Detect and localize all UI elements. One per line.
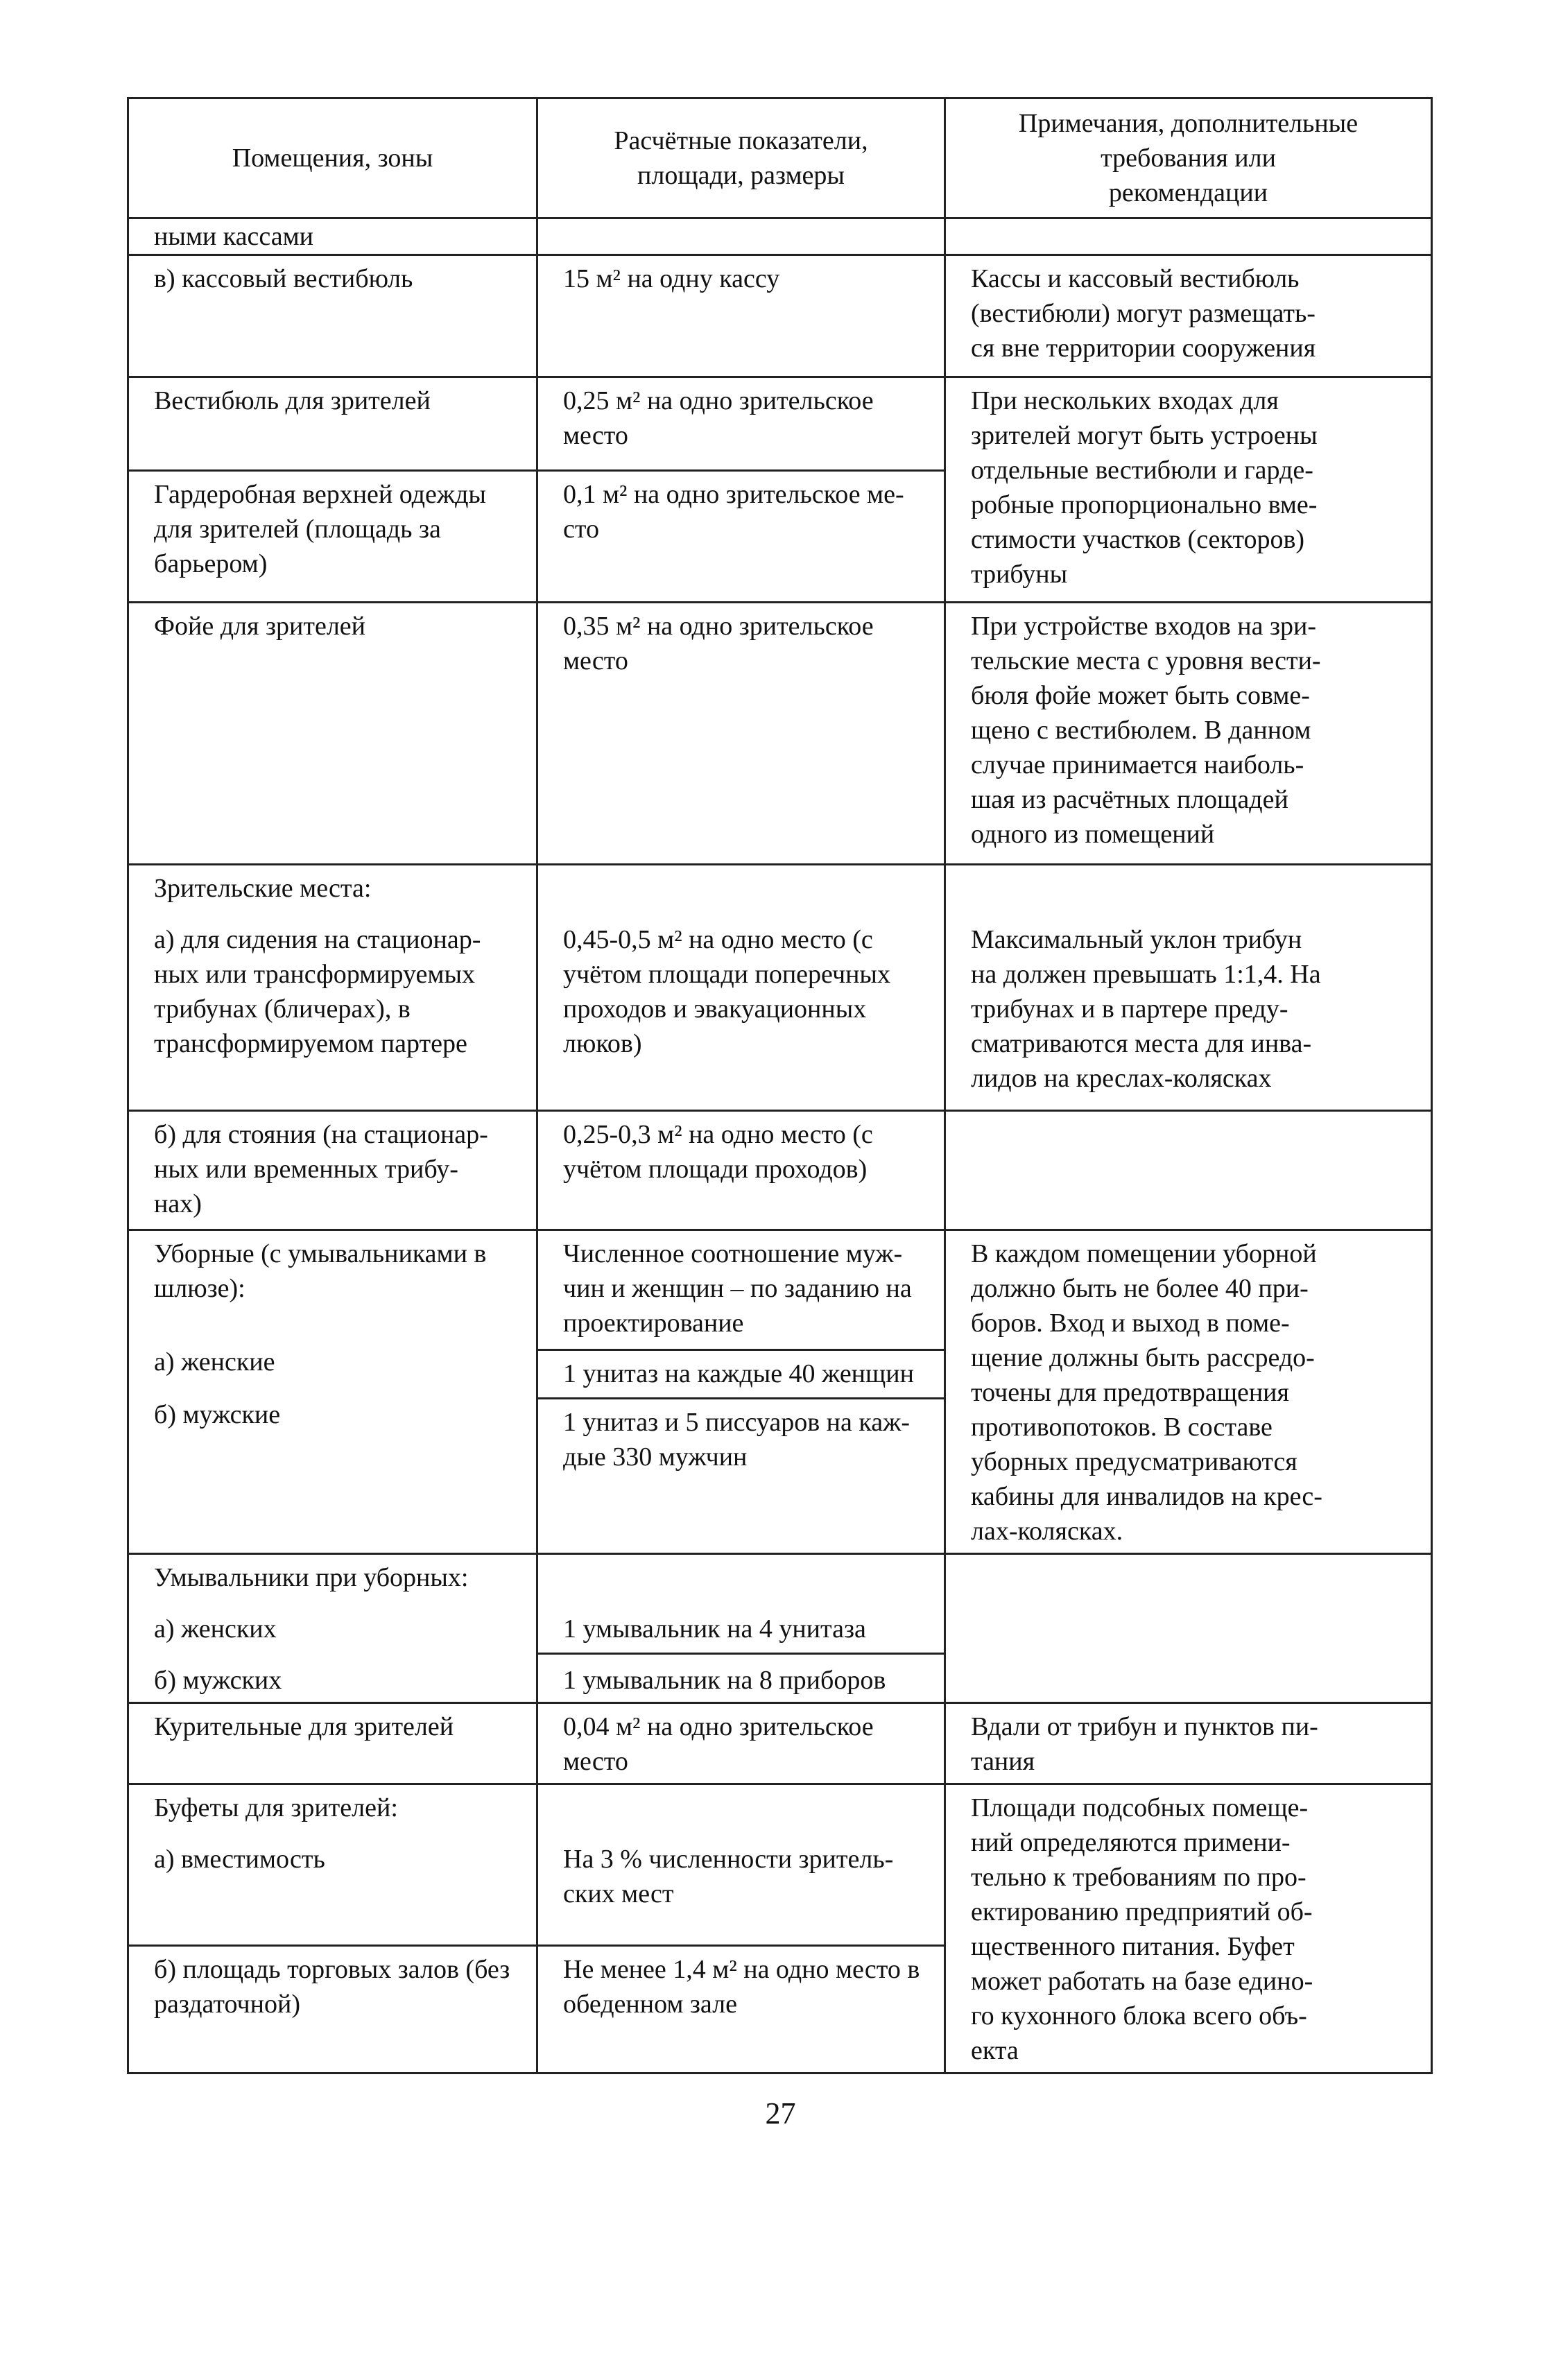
header-zones: Помещения, зоны — [128, 98, 537, 218]
buffets-a-value: На 3 % численности зритель- ских мест — [563, 1845, 894, 1908]
table-row — [128, 865, 1432, 1111]
table-row — [128, 1554, 1432, 1654]
toilets-note: В каждом помещении уборной должно быть не более 40 при- боров. Вход и выход в поме- щение должны быть рассредо- точены для предотвращения противопотоков. В составе уборных предусматриваются кабины для инвалидов на крес- лах-колясках. — [945, 1230, 1432, 1554]
cash-vestibule-value: 15 м² на одну кассу — [537, 255, 945, 377]
foyer-note: При устройстве входов на зри- тельские места с уровня вести- бюля фойе может быть совме- щено с вестибюлем. В данном случае принимается наиболь- шая из расчётных площадей одного из помещений — [945, 603, 1432, 865]
seats-a-value: 0,45-0,5 м² на одно место (с учётом площади поперечных проходов и эвакуационных люков) — [563, 925, 890, 1058]
toilets-a-value: 1 унитаз на каждые 40 женщин — [537, 1350, 945, 1399]
buffets-a-zone: а) вместимость — [154, 1845, 325, 1874]
cash-vestibule-note: Кассы и кассовый вестибюль (вестибюли) могут размещать- ся вне территории сооружения — [945, 255, 1432, 377]
requirements-table — [127, 97, 1433, 2074]
table-row — [128, 1703, 1432, 1784]
toilets-ratio-value: Численное соотношение муж- чин и женщин – по заданию на проектирование — [537, 1230, 945, 1350]
washbasins-b-zone: б) мужских — [154, 1666, 282, 1695]
toilets-b-zone: б) мужские — [154, 1400, 281, 1429]
table-row — [128, 218, 1432, 255]
smoking-value: 0,04 м² на одно зрительское место — [537, 1703, 945, 1784]
toilets-b-value: 1 унитаз и 5 писсуаров на каж- дые 330 мужчин — [537, 1398, 945, 1553]
header-values: Расчётные показатели, площади, размеры — [537, 98, 945, 218]
buffets-b-value: Не менее 1,4 м² на одно место в обеденном зале — [537, 1946, 945, 2073]
seats-title: Зрительские места: — [154, 874, 372, 903]
vestibule-value: 0,25 м² на одно зрительское место — [537, 377, 945, 471]
table-row — [128, 1784, 1432, 1946]
wardrobe-zone: Гардеробная верхней одежды для зрителей (площадь за барьером) — [128, 471, 537, 603]
wardrobe-value: 0,1 м² на одно зрительское ме- сто — [537, 471, 945, 603]
seats-a-zone: а) для сидения на стационар- ных или трансформируемых трибунах (бличерах), в трансформируемом партере — [154, 925, 481, 1058]
buffets-note: Площади подсобных помеще- ний определяются примени- тельно к требованиям по про- ектированию предприятий об- щественного питания. Буфет может работать на базе едино- го кухонного блока всего объ- екта — [945, 1784, 1432, 2073]
table-row — [128, 255, 1432, 377]
washbasins-b-value: 1 умывальник на 8 приборов — [537, 1653, 945, 1702]
foyer-zone: Фойе для зрителей — [128, 603, 537, 865]
row-cashiers-cont: ными кассами — [128, 218, 537, 255]
vestibule-note: При нескольких входах для зрителей могут быть устроены отдельные вестибюли и гарде- робные пропорционально вме- стимости участков (секторов) трибуны — [945, 377, 1432, 603]
page-number: 27 — [765, 2096, 796, 2130]
seats-b-value: 0,25-0,3 м² на одно место (с учётом площади проходов) — [537, 1111, 945, 1230]
buffets-b-zone: б) площадь торговых залов (без раздаточной) — [128, 1946, 537, 2073]
smoking-note: Вдали от трибун и пунктов пи- тания — [945, 1703, 1432, 1784]
vestibule-zone: Вестибюль для зрителей — [128, 377, 537, 471]
washbasins-title: Умывальники при уборных: — [154, 1563, 469, 1592]
table-row — [128, 603, 1432, 865]
table-header-row — [128, 98, 1432, 218]
washbasins-a-value: 1 умывальник на 4 унитаза — [563, 1614, 866, 1644]
cash-vestibule-zone: в) кассовый вестибюль — [128, 255, 537, 377]
table-row — [128, 377, 1432, 471]
table-row — [128, 1230, 1432, 1350]
seats-a-note: Максимальный уклон трибун на должен превышать 1:1,4. На трибунах и в партере преду- сматриваются места для инва- лидов на креслах-колясках — [971, 925, 1321, 1093]
foyer-value: 0,35 м² на одно зрительское место — [537, 603, 945, 865]
seats-b-zone: б) для стояния (на стационар- ных или временных трибу- нах) — [128, 1111, 537, 1230]
header-notes: Примечания, дополнительные требования или рекомендации — [945, 98, 1432, 218]
toilets-title: Уборные (с умывальниками в шлюзе): — [154, 1239, 487, 1303]
buffets-title: Буфеты для зрителей: — [154, 1793, 398, 1822]
washbasins-a-zone: а) женских — [154, 1614, 277, 1644]
toilets-a-zone: а) женские — [154, 1347, 275, 1377]
table-row — [128, 1111, 1432, 1230]
smoking-zone: Курительные для зрителей — [128, 1703, 537, 1784]
